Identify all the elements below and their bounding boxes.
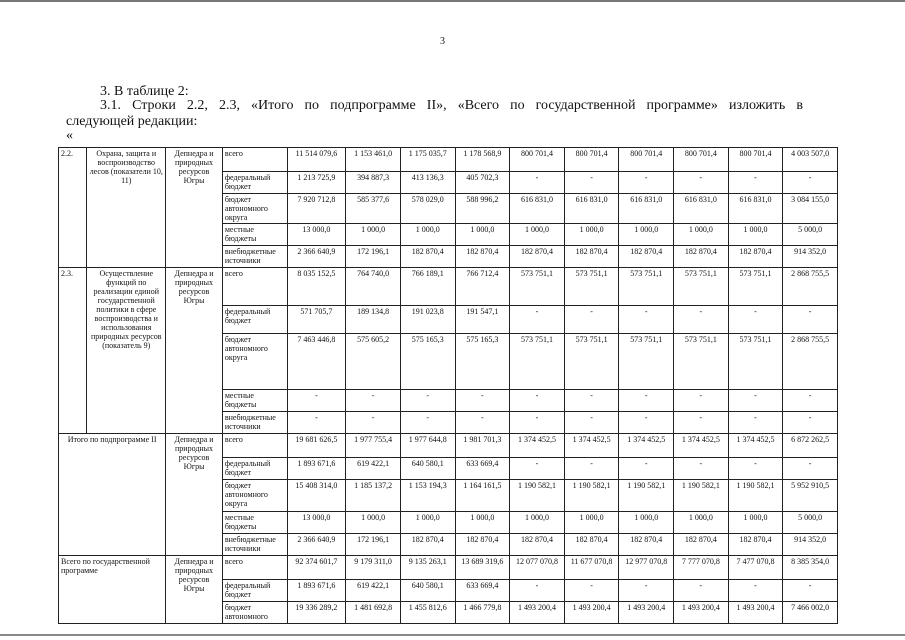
amount-cell: 11 677 070,8 [564, 556, 619, 580]
amount-cell: 1 164 161,5 [455, 480, 510, 512]
amount-cell: 766 712,4 [455, 268, 510, 306]
amount-cell: 182 870,4 [619, 246, 674, 268]
row-number: 2.2. [59, 148, 87, 268]
amount-cell: - [783, 306, 838, 334]
amount-cell: 7 463 446,8 [287, 334, 346, 390]
amount-cell: 182 870,4 [674, 534, 729, 556]
amount-cell: 182 870,4 [728, 534, 783, 556]
amount-cell: - [728, 390, 783, 412]
amount-cell: - [619, 172, 674, 194]
amount-cell: 1 175 035,7 [400, 148, 455, 172]
amount-cell: 182 870,4 [564, 246, 619, 268]
amount-cell: 573 751,1 [674, 334, 729, 390]
amount-cell: 1 000,0 [510, 224, 565, 246]
amount-cell: 2 366 640,9 [287, 246, 346, 268]
amount-cell: 4 003 507,0 [783, 148, 838, 172]
table-row [59, 434, 838, 458]
amount-cell: - [510, 412, 565, 434]
funding-source: местные бюджеты [222, 512, 287, 534]
amount-cell: 11 514 079,6 [287, 148, 346, 172]
amount-cell: 1 374 452,5 [728, 434, 783, 458]
amount-cell: 13 689 319,6 [455, 556, 510, 580]
amount-cell: - [564, 390, 619, 412]
amount-cell: 573 751,1 [564, 268, 619, 306]
amount-cell: - [346, 412, 401, 434]
amount-cell: 578 029,0 [400, 194, 455, 224]
amount-cell: 182 870,4 [455, 246, 510, 268]
amount-cell: 1 190 582,1 [728, 480, 783, 512]
amount-cell: 172 196,1 [346, 534, 401, 556]
funding-source: федеральный бюджет [222, 306, 287, 334]
amount-cell: 1 000,0 [510, 512, 565, 534]
amount-cell: 1 153 194,3 [400, 480, 455, 512]
amount-cell: - [728, 580, 783, 602]
amount-cell: 1 190 582,1 [619, 480, 674, 512]
amount-cell: 571 705,7 [287, 306, 346, 334]
amount-cell: 800 701,4 [510, 148, 565, 172]
amount-cell: 191 023,8 [400, 306, 455, 334]
amount-cell: 19 336 289,2 [287, 602, 346, 624]
amount-cell: 182 870,4 [674, 246, 729, 268]
amount-cell: - [564, 412, 619, 434]
amount-cell: - [783, 412, 838, 434]
amount-cell: 405 702,3 [455, 172, 510, 194]
funding-source: всего [222, 556, 287, 580]
amount-cell: 764 740,0 [346, 268, 401, 306]
amount-cell: 573 751,1 [728, 334, 783, 390]
amount-cell: - [564, 306, 619, 334]
amount-cell: 2 366 640,9 [287, 534, 346, 556]
amount-cell: - [287, 412, 346, 434]
amount-cell: - [455, 412, 510, 434]
amount-cell: 1 374 452,5 [674, 434, 729, 458]
funding-source: всего [222, 434, 287, 458]
funding-source: внебюджетные источники [222, 534, 287, 556]
amount-cell: 575 165,3 [455, 334, 510, 390]
table-row [59, 268, 838, 306]
amount-cell: - [510, 458, 565, 480]
amount-cell: 8 385 354,0 [783, 556, 838, 580]
program-name: Охрана, защита и воспроизводство лесов (показатели 10, 11) [87, 148, 166, 268]
funding-source: федеральный бюджет [222, 458, 287, 480]
amount-cell: - [674, 172, 729, 194]
amount-cell: 1 178 568,9 [455, 148, 510, 172]
amount-cell: 5 000,0 [783, 224, 838, 246]
funding-source: местные бюджеты [222, 390, 287, 412]
amount-cell: 800 701,4 [674, 148, 729, 172]
amount-cell: 575 605,2 [346, 334, 401, 390]
amount-cell: - [619, 458, 674, 480]
amount-cell: 172 196,1 [346, 246, 401, 268]
amount-cell: 191 547,1 [455, 306, 510, 334]
funding-source: всего [222, 148, 287, 172]
amount-cell: - [783, 458, 838, 480]
amount-cell: 1 000,0 [619, 224, 674, 246]
top-border-line [0, 0, 905, 2]
amount-cell: 1 153 461,0 [346, 148, 401, 172]
amount-cell: 1 893 671,6 [287, 580, 346, 602]
amount-cell: - [674, 580, 729, 602]
amount-cell: - [674, 306, 729, 334]
amount-cell: 573 751,1 [564, 334, 619, 390]
amount-cell: - [400, 390, 455, 412]
amount-cell: 619 422,1 [346, 458, 401, 480]
amount-cell: 633 669,4 [455, 580, 510, 602]
amount-cell: 182 870,4 [619, 534, 674, 556]
amount-cell: 1 481 692,8 [346, 602, 401, 624]
amount-cell: 1 466 779,8 [455, 602, 510, 624]
amount-cell: 588 996,2 [455, 194, 510, 224]
amount-cell: - [564, 172, 619, 194]
amount-cell: 7 777 070,8 [674, 556, 729, 580]
funding-source: федеральный бюджет [222, 580, 287, 602]
funding-source: внебюджетные источники [222, 412, 287, 434]
amount-cell: - [619, 412, 674, 434]
amount-cell: 1 374 452,5 [564, 434, 619, 458]
amount-cell: 1 893 671,6 [287, 458, 346, 480]
program-name: Осуществление функций по реализации единой государственной политики в сфере воспроизводства и использования природных ресурсов (показатель 9) [87, 268, 166, 434]
amount-cell: 1 190 582,1 [510, 480, 565, 512]
amount-cell: - [728, 306, 783, 334]
amount-cell: - [564, 458, 619, 480]
amount-cell: 573 751,1 [619, 268, 674, 306]
funding-source: местные бюджеты [222, 224, 287, 246]
page-number: 3 [440, 36, 445, 47]
amount-cell: 5 000,0 [783, 512, 838, 534]
amount-cell: 19 681 626,5 [287, 434, 346, 458]
bottom-border-line [0, 634, 905, 636]
amount-cell: 1 000,0 [728, 512, 783, 534]
amount-cell: 1 977 755,4 [346, 434, 401, 458]
amount-cell: - [728, 172, 783, 194]
amount-cell: 914 352,0 [783, 534, 838, 556]
amount-cell: 6 872 262,5 [783, 434, 838, 458]
amount-cell: 640 580,1 [400, 580, 455, 602]
amount-cell: 619 422,1 [346, 580, 401, 602]
executor: Депнедра и природных ресурсов Югры [166, 268, 223, 434]
amount-cell: 1 190 582,1 [674, 480, 729, 512]
amount-cell: 1 000,0 [674, 512, 729, 534]
amount-cell: 800 701,4 [619, 148, 674, 172]
amount-cell: 1 000,0 [455, 224, 510, 246]
amount-cell: - [510, 390, 565, 412]
amount-cell: - [783, 390, 838, 412]
amount-cell: 1 190 582,1 [564, 480, 619, 512]
amount-cell: 7 477 070,8 [728, 556, 783, 580]
amount-cell: 1 000,0 [728, 224, 783, 246]
amount-cell: 92 374 601,7 [287, 556, 346, 580]
funding-source: бюджет автономного округа [222, 194, 287, 224]
amount-cell: 5 952 910,5 [783, 480, 838, 512]
amount-cell: 413 136,3 [400, 172, 455, 194]
amount-cell: 8 035 152,5 [287, 268, 346, 306]
funding-source: бюджет автономного округа [222, 334, 287, 390]
summary-name: Итого по подпрограмме II [59, 434, 166, 556]
amount-cell: 616 831,0 [674, 194, 729, 224]
amount-cell: - [674, 412, 729, 434]
amount-cell: - [510, 580, 565, 602]
amount-cell: - [510, 172, 565, 194]
amount-cell: - [674, 390, 729, 412]
funding-source: бюджет автономного округа [222, 480, 287, 512]
amount-cell: 394 887,3 [346, 172, 401, 194]
amount-cell: 1 000,0 [346, 512, 401, 534]
amount-cell: 1 000,0 [400, 512, 455, 534]
amount-cell: 766 189,1 [400, 268, 455, 306]
amount-cell: 800 701,4 [728, 148, 783, 172]
amount-cell: - [619, 390, 674, 412]
amount-cell: 1 493 200,4 [728, 602, 783, 624]
amount-cell: 1 000,0 [564, 224, 619, 246]
amount-cell: 573 751,1 [674, 268, 729, 306]
amount-cell: 13 000,0 [287, 512, 346, 534]
paragraph-line-1: 3.1. Строки 2.2, 2.3, «Итого по подпрограмме II», «Всего по государственной программе» изложить в [100, 98, 803, 113]
amount-cell: 914 352,0 [783, 246, 838, 268]
amount-cell: 182 870,4 [400, 246, 455, 268]
amount-cell: 182 870,4 [728, 246, 783, 268]
amount-cell: - [400, 412, 455, 434]
amount-cell: 800 701,4 [564, 148, 619, 172]
amount-cell: 616 831,0 [619, 194, 674, 224]
amount-cell: 1 000,0 [674, 224, 729, 246]
amount-cell: 182 870,4 [455, 534, 510, 556]
amount-cell: 1 185 137,2 [346, 480, 401, 512]
paragraph-line-2: следующей редакции: [66, 114, 198, 129]
executor: Депнедра и природных ресурсов Югры [166, 148, 223, 268]
funding-source: всего [222, 268, 287, 306]
amount-cell: 1 374 452,5 [510, 434, 565, 458]
amount-cell: 575 165,3 [400, 334, 455, 390]
amount-cell: 182 870,4 [400, 534, 455, 556]
funding-source: федеральный бюджет [222, 172, 287, 194]
amount-cell: 7 466 002,0 [783, 602, 838, 624]
amount-cell: 13 000,0 [287, 224, 346, 246]
amount-cell: 182 870,4 [564, 534, 619, 556]
opening-quote-mark: « [66, 128, 73, 143]
amount-cell: 573 751,1 [619, 334, 674, 390]
section-heading: 3. В таблице 2: [100, 84, 189, 99]
amount-cell: - [728, 412, 783, 434]
amount-cell: - [564, 580, 619, 602]
summary-name: Всего по государственной программе [59, 556, 166, 624]
amount-cell: 633 669,4 [455, 458, 510, 480]
amount-cell: 616 831,0 [564, 194, 619, 224]
amount-cell: 1 000,0 [400, 224, 455, 246]
amount-cell: 1 493 200,4 [510, 602, 565, 624]
amount-cell: 1 493 200,4 [619, 602, 674, 624]
table-row [59, 148, 838, 172]
amount-cell: 1 455 812,6 [400, 602, 455, 624]
amount-cell: 182 870,4 [510, 534, 565, 556]
amount-cell: 1 374 452,5 [619, 434, 674, 458]
amount-cell: 1 000,0 [346, 224, 401, 246]
table-row [59, 556, 838, 580]
amount-cell: 7 920 712,8 [287, 194, 346, 224]
amount-cell: - [346, 390, 401, 412]
amount-cell: 585 377,6 [346, 194, 401, 224]
executor: Депнедра и природных ресурсов Югры [166, 434, 223, 556]
amount-cell: 573 751,1 [510, 268, 565, 306]
amount-cell: - [728, 458, 783, 480]
amount-cell: 1 981 701,3 [455, 434, 510, 458]
amount-cell: 1 977 644,8 [400, 434, 455, 458]
amount-cell: 1 493 200,4 [564, 602, 619, 624]
amount-cell: 616 831,0 [510, 194, 565, 224]
amount-cell: 9 179 311,0 [346, 556, 401, 580]
amount-cell: - [619, 580, 674, 602]
amount-cell: 1 213 725,9 [287, 172, 346, 194]
amount-cell: 9 135 263,1 [400, 556, 455, 580]
amount-cell: 1 000,0 [564, 512, 619, 534]
row-number: 2.3. [59, 268, 87, 434]
amount-cell: 189 134,8 [346, 306, 401, 334]
amount-cell: 1 493 200,4 [674, 602, 729, 624]
amount-cell: - [783, 172, 838, 194]
funding-source: внебюджетные источники [222, 246, 287, 268]
amount-cell: - [674, 458, 729, 480]
amount-cell: 640 580,1 [400, 458, 455, 480]
amount-cell: 182 870,4 [510, 246, 565, 268]
amount-cell: 2 868 755,5 [783, 268, 838, 306]
funding-source: бюджет автономного [222, 602, 287, 624]
amount-cell: - [455, 390, 510, 412]
amount-cell: - [783, 580, 838, 602]
amount-cell: 2 868 755,5 [783, 334, 838, 390]
executor: Депнедра и природных ресурсов Югры [166, 556, 223, 624]
amount-cell: 573 751,1 [728, 268, 783, 306]
budget-table [58, 147, 838, 624]
amount-cell: 1 000,0 [455, 512, 510, 534]
amount-cell: 15 408 314,0 [287, 480, 346, 512]
amount-cell: 1 000,0 [619, 512, 674, 534]
amount-cell: 12 077 070,8 [510, 556, 565, 580]
amount-cell: - [287, 390, 346, 412]
amount-cell: 573 751,1 [510, 334, 565, 390]
amount-cell: 616 831,0 [728, 194, 783, 224]
amount-cell: 3 084 155,0 [783, 194, 838, 224]
amount-cell: 12 977 070,8 [619, 556, 674, 580]
amount-cell: - [510, 306, 565, 334]
amount-cell: - [619, 306, 674, 334]
